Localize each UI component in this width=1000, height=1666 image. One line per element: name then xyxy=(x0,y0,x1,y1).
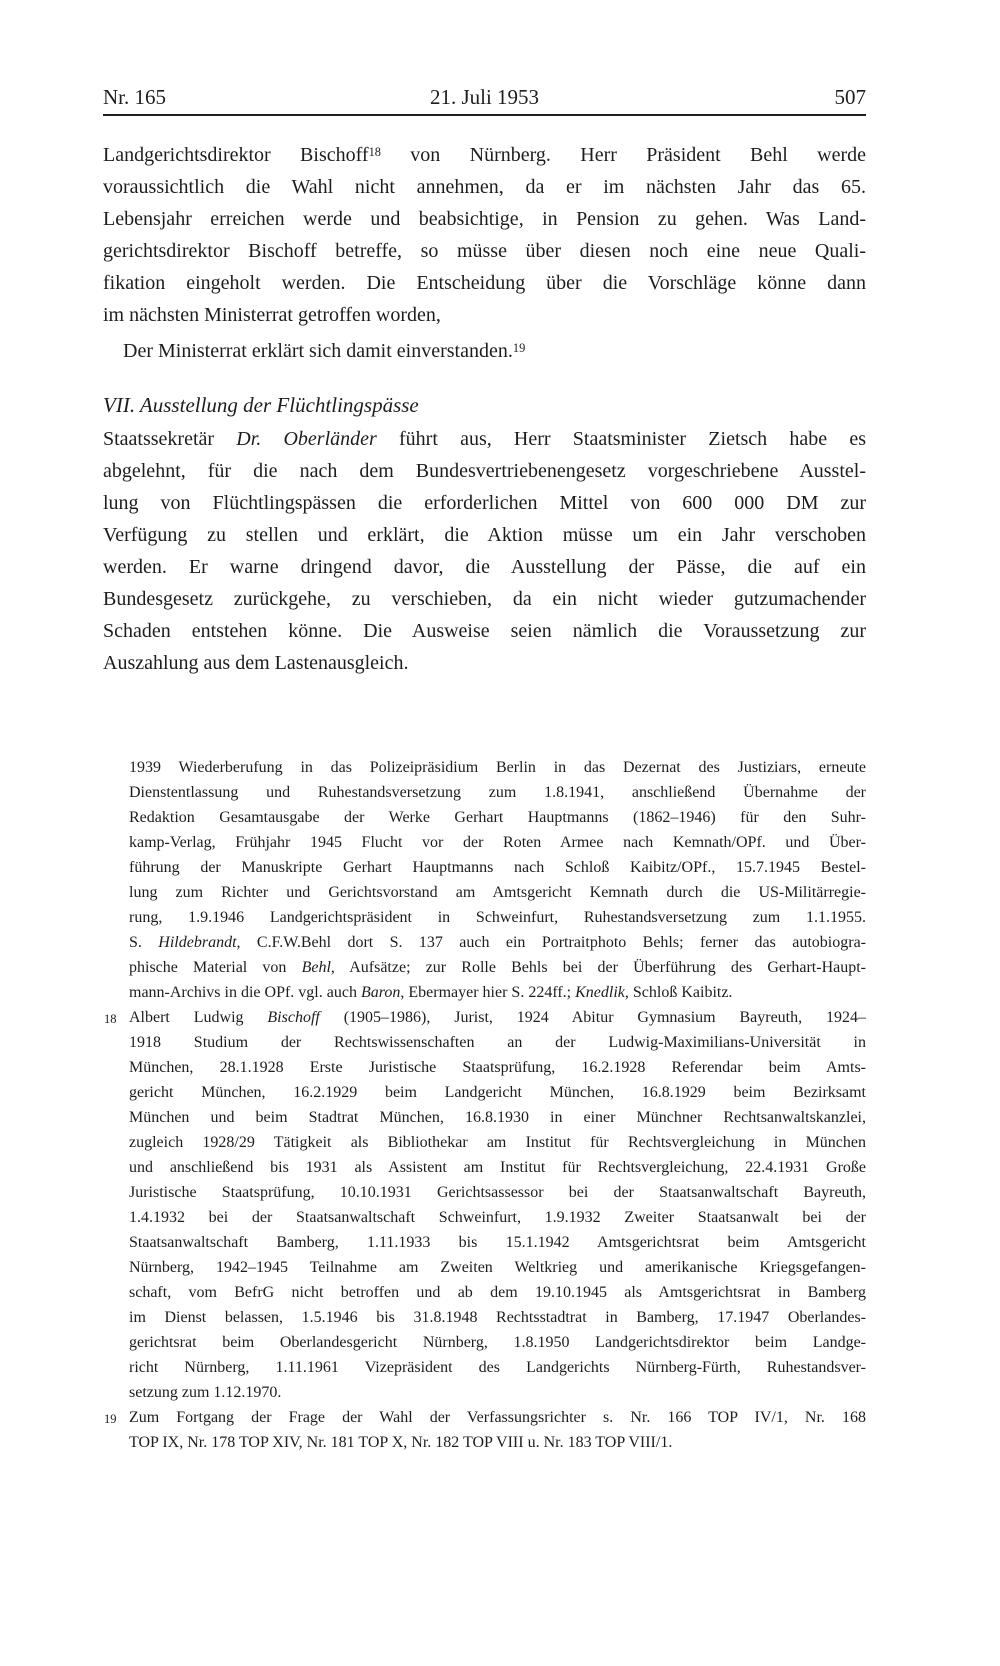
text-line: Auszahlung aus dem Lastenausgleich. xyxy=(103,652,409,674)
italic-text: Behl xyxy=(301,959,331,976)
text-line: Albert Ludwig Bischoff (1905–1986), Jurist, 1924 Abitur Gymnasium Bayreuth, 1924– xyxy=(129,1009,866,1026)
footnote xyxy=(103,1405,866,1455)
footnote-reference: 18 xyxy=(368,145,381,160)
text-line: schaft, vom BefrG nicht betroffen und ab dem 19.10.1945 als Amtsgerichtsrat in Bamberg xyxy=(129,1284,866,1301)
page-header xyxy=(103,84,866,112)
italic-text: Hildebrandt xyxy=(158,934,237,951)
text-line: abgelehnt, für die nach dem Bundesvertriebenengesetz vorgeschriebene Ausstel- xyxy=(103,460,866,482)
text-line: werden. Er warne dringend davor, die Ausstellung der Pässe, die auf ein xyxy=(103,556,866,578)
text-line: 1918 Studium der Rechtswissenschaften an der Ludwig-Maximilians-Universität in xyxy=(129,1034,866,1051)
text-line: Verfügung zu stellen und erklärt, die Aktion müsse um ein Jahr verschoben xyxy=(103,524,866,546)
text-line: Staatsanwaltschaft Bamberg, 1.11.1933 bis 15.1.1942 Amtsgerichtsrat beim Amtsgericht xyxy=(129,1234,866,1251)
document-number: Nr. 165 xyxy=(103,85,166,109)
body-text xyxy=(103,139,866,679)
text-line: fikation eingeholt werden. Die Entscheidung über die Vorschläge könne dann xyxy=(103,272,866,294)
section-heading xyxy=(103,389,866,421)
text-line: Staatssekretär Dr. Oberländer führt aus, Herr Staatsminister Zietsch habe es xyxy=(103,428,866,450)
text-line: 1.4.1932 bei der Staatsanwaltschaft Schweinfurt, 1.9.1932 Zweiter Staatsanwalt bei der xyxy=(129,1209,866,1226)
text-line: zugleich 1928/29 Tätigkeit als Bibliothekar am Institut für Rechtsvergleichung in München xyxy=(129,1134,866,1151)
text-line: richt Nürnberg, 1.11.1961 Vizepräsident des Landgerichts Nürnberg-Fürth, Ruhestandsver- xyxy=(129,1359,866,1376)
text-line: gerichtsdirektor Bischoff betreffe, so müsse über diesen noch eine neue Quali- xyxy=(103,240,866,262)
text-line: S. Hildebrandt, C.F.W.Behl dort S. 137 auch ein Portraitphoto Behls; ferner das autobiogra- xyxy=(129,934,866,951)
footnote xyxy=(103,755,866,1005)
text-line: voraussichtlich die Wahl nicht annehmen, da er im nächsten Jahr das 65. xyxy=(103,176,866,198)
text-line: mann-Archivs in die OPf. vgl. auch Baron, Ebermayer hier S. 224ff.; Knedlik, Schloß Kaibitz. xyxy=(129,984,733,1001)
footnote-text xyxy=(129,1405,866,1455)
footnote xyxy=(103,1005,866,1405)
footnote-number: 18 xyxy=(104,1012,117,1026)
footnote-number: 19 xyxy=(104,1412,117,1426)
italic-text: Dr. Oberländer xyxy=(236,428,377,450)
text-line: Juristische Staatsprüfung, 10.10.1931 Gerichtsassessor bei der Staatsanwaltschaft Bayreuth, xyxy=(129,1184,866,1201)
text-line: im nächsten Ministerrat getroffen worden, xyxy=(103,304,441,326)
text-line: Lebensjahr erreichen werde und beabsichtige, in Pension zu gehen. Was Land- xyxy=(103,208,866,230)
text-line: Bundesgesetz zurückgehe, zu verschieben, da ein nicht wieder gutzumachender xyxy=(103,588,866,610)
text-line: Schaden entstehen könne. Die Ausweise seien nämlich die Voraussetzung zur xyxy=(103,620,866,642)
text-line: gericht München, 16.2.1929 beim Landgericht München, 16.8.1929 beim Bezirksamt xyxy=(129,1084,866,1101)
text-line: Zum Fortgang der Frage der Wahl der Verfassungsrichter s. Nr. 166 TOP IV/1, Nr. 168 xyxy=(129,1409,866,1426)
text-line: Redaktion Gesamtausgabe der Werke Gerhart Hauptmanns (1862–1946) für den Suhr- xyxy=(129,809,866,826)
page-number: 507 xyxy=(834,85,866,109)
footnote-text xyxy=(129,755,866,1005)
footnote-reference: 19 xyxy=(512,341,526,356)
text-line: lung zum Richter und Gerichtsvorstand am Amtsgericht Kemnath durch die US-Militärregie- xyxy=(129,884,866,901)
paragraph xyxy=(103,139,866,331)
text-line: führung der Manuskripte Gerhart Hauptmanns nach Schloß Kaibitz/OPf., 15.7.1945 Bestel- xyxy=(129,859,866,876)
text-line: gerichtsrat beim Oberlandesgericht Nürnberg, 1.8.1950 Landgerichtsdirektor beim Landge- xyxy=(129,1334,866,1351)
paragraph xyxy=(103,335,866,367)
footnote-text xyxy=(129,1005,866,1405)
text-line: TOP IX, Nr. 178 TOP XIV, Nr. 181 TOP X, Nr. 182 TOP VIII u. Nr. 183 TOP VIII/1. xyxy=(129,1434,673,1451)
text-line: setzung zum 1.12.1970. xyxy=(129,1384,282,1401)
text-line: und anschließend bis 1931 als Assistent am Institut für Rechtsvergleichung, 22.4.1931 Große xyxy=(129,1159,866,1176)
text-line: rung, 1.9.1946 Landgerichtspräsident in Schweinfurt, Ruhestandsversetzung zum 1.1.1955. xyxy=(129,909,866,926)
text-line: lung von Flüchtlingspässen die erforderlichen Mittel von 600 000 DM zur xyxy=(103,492,866,514)
header-rule xyxy=(103,114,866,116)
italic-text: Baron xyxy=(360,984,401,1001)
text-line: VII. Ausstellung der Flüchtlingspässe xyxy=(103,393,419,417)
italic-text: Knedlik xyxy=(575,984,625,1001)
text-line: München, 28.1.1928 Erste Juristische Staatsprüfung, 16.2.1928 Referendar beim Amts- xyxy=(129,1059,866,1076)
text-line: kamp-Verlag, Frühjahr 1945 Flucht vor der Roten Armee nach Kemnath/OPf. und Über- xyxy=(129,834,866,851)
text-line: Dienstentlassung und Ruhestandsversetzung zum 1.8.1941, anschließend Übernahme der xyxy=(129,784,866,801)
text-line: 1939 Wiederberufung in das Polizeipräsidium Berlin in das Dezernat des Justiziars, erneute xyxy=(129,759,866,776)
footnotes-section xyxy=(103,755,866,1455)
text-line: München und beim Stadtrat München, 16.8.1930 in einer Münchner Rechtsanwaltskanzlei, xyxy=(129,1109,866,1126)
text-line: Nürnberg, 1942–1945 Teilnahme am Zweiten Weltkrieg und amerikanische Kriegsgefangen- xyxy=(129,1259,866,1276)
text-line: Landgerichtsdirektor Bischoff$^{18}$ von Nürnberg. Herr Präsident Behl werde xyxy=(103,144,867,166)
text-line: im Dienst belassen, 1.5.1946 bis 31.8.1948 Rechtsstadtrat in Bamberg, 17.1947 Oberlandes- xyxy=(129,1309,866,1326)
paragraph xyxy=(103,423,866,679)
italic-text: Bischoff xyxy=(267,1009,320,1026)
text-line: phische Material von Behl, Aufsätze; zur Rolle Behls bei der Überführung des Gerhart-Haupt- xyxy=(129,959,866,976)
document-date: 21. Juli 1953 xyxy=(429,85,540,109)
text-line: Der Ministerrat erklärt sich damit einverstanden.$^{19}$ xyxy=(123,340,526,362)
